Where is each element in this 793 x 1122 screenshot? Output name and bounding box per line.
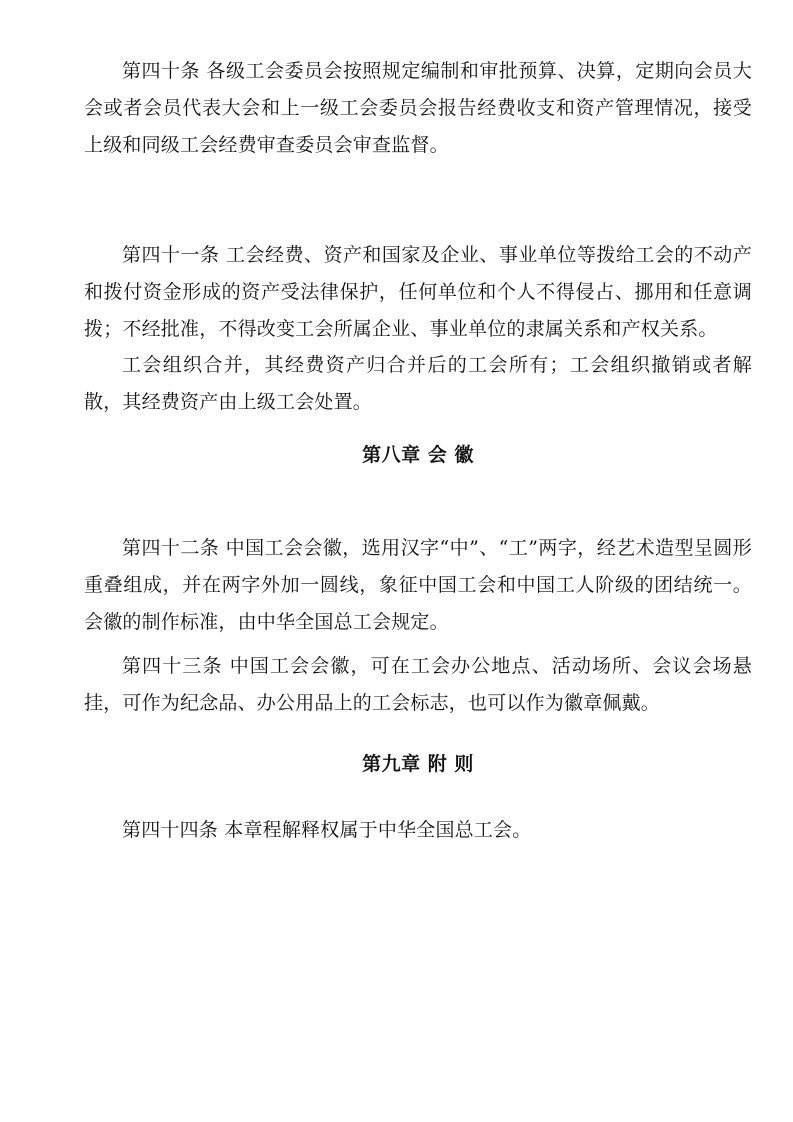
article-43-paragraph: 第四十三条 中国工会会徽，可在工会办公地点、活动场所、会议会场悬挂，可作为纪念品、办公用品上的工会标志，也可以作为徽章佩戴。: [84, 655, 752, 714]
article-41-paragraph: 第四十一条 工会经费、资产和国家及企业、事业单位等拨给工会的不动产和拨付资金形成的资产受法律保护，任何单位和个人不得侵占、挪用和任意调拨；不经批准，不得改变工会所属企业、事业单位的隶属关系和产权关系。: [84, 244, 752, 340]
article-41-second-paragraph: 工会组织合并，其经费资产归合并后的工会所有；工会组织撤销或者解散，其经费资产由上级工会处置。: [84, 354, 752, 413]
chapter-8-heading: 第八章 会 徽: [362, 444, 474, 466]
article-44-paragraph: 第四十四条 本章程解释权属于中华全国总工会。: [122, 819, 532, 841]
chapter-9-heading: 第九章 附 则: [362, 753, 474, 775]
article-42-paragraph: 第四十二条 中国工会会徽，选用汉字“中”、“工”两字，经艺术造型呈圆形重叠组成，并在两字外加一圆线，象征中国工会和中国工人阶级的团结统一。会徽的制作标准，由中华全国总工会规定。: [84, 537, 752, 633]
article-40-paragraph: 第四十条 各级工会委员会按照规定编制和审批预算、决算，定期向会员大会或者会员代表大会和上一级工会委员会报告经费收支和资产管理情况，接受上级和同级工会经费审查委员会审查监督。: [84, 60, 752, 156]
